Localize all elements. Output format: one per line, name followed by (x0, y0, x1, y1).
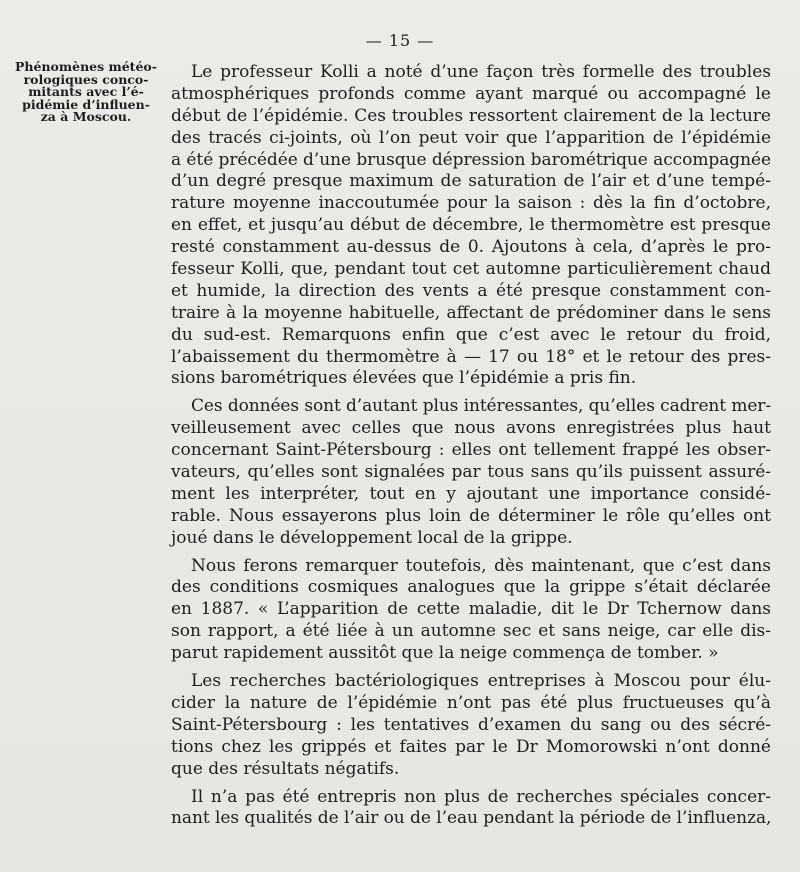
text-line: que des résultats négatifs. (171, 758, 400, 779)
text-line: ment les interpréter, tout en y ajoutant une importance considé- (171, 483, 771, 504)
margin-note-line: Phénomènes météo- (15, 59, 157, 74)
text-line: sions barométriques élevées que l’épidémie a pris fin. (171, 368, 637, 389)
paragraph (171, 62, 771, 390)
text-line: nant les qualités de l’air ou de l’eau pendant la période de l’influenza, (171, 808, 772, 829)
text-line: joué dans le développement local de la grippe. (171, 527, 573, 548)
paragraph (171, 396, 771, 549)
text-line: et humide, la direction des vents a été presque constamment con- (171, 280, 771, 301)
text-line: fesseur Kolli, que, pendant tout cet automne particulièrement chaud (171, 259, 771, 280)
text-line: Il n’a pas été entrepris non plus de recherches spéciales concer- (191, 786, 771, 807)
text-line: du sud-est. Remarquons enfin que c’est avec le retour du froid, (171, 324, 771, 345)
text-line: début de l’épidémie. Ces troubles ressortent clairement de la lecture (171, 105, 771, 126)
margin-note-line: mitants avec l’é- (28, 84, 144, 99)
text-line: des conditions cosmiques analogues que la grippe s’était déclarée (171, 577, 771, 598)
text-line: atmosphériques profonds comme ayant marqué ou accompagné le (171, 83, 771, 104)
paragraph (171, 787, 771, 831)
text-line: resté constamment au-dessus de 0. Ajoutons à cela, d’après le pro- (171, 237, 771, 258)
margin-note-line: rologiques conco- (23, 71, 149, 87)
margin-note (6, 61, 166, 124)
text-line: Les recherches bactériologiques entreprises à Moscou pour élu- (191, 671, 771, 692)
text-line: rable. Nous essayerons plus loin de déterminer le rôle qu’elles ont (171, 505, 771, 526)
text-line: cider la nature de l’épidémie n’ont pas été plus fructueuses qu’à (171, 692, 771, 713)
text-line: l’abaissement du thermomètre à — 17 ou 18° et le retour des pres- (171, 346, 771, 367)
text-line: tions chez les grippés et faites par le Dr Momorowski n’ont donné (171, 736, 771, 757)
paragraph (171, 556, 771, 665)
text-line: parut rapidement aussitôt que la neige commença de tomber. » (171, 643, 719, 664)
margin-note-line: pidémie d’influen- (22, 96, 150, 112)
text-line: d’un degré presque maximum de saturation de l’air et d’une tempé- (171, 171, 771, 192)
text-line: a été précédée d’une brusque dépression barométrique accompagnée (171, 149, 771, 170)
text-line: concernant Saint-Pétersbourg : elles ont tellement frappé les obser- (171, 440, 771, 461)
text-line: Ces données sont d’autant plus intéressantes, qu’elles cadrent mer- (191, 396, 771, 417)
margin-note-line: za à Moscou. (40, 109, 132, 124)
body-text (171, 62, 771, 836)
text-line: veilleusement avec celles que nous avons enregistrées plus haut (171, 418, 771, 439)
text-line: en 1887. « L’apparition de cette maladie, dit le Dr Tchernow dans (171, 599, 771, 620)
paragraph (171, 671, 771, 780)
text-line: rature moyenne inaccoutumée pour la saison : dès la fin d’octobre, (171, 193, 771, 214)
text-line: traire à la moyenne habituelle, affectant de prédominer dans le sens (171, 302, 771, 323)
text-line: Saint-Pétersbourg : les tentatives d’examen du sang ou des sécré- (171, 714, 771, 735)
text-line: Le professeur Kolli a noté d’une façon très formelle des troubles (191, 62, 771, 82)
text-line: des tracés ci-joints, où l’on peut voir que l’apparition de l’épidémie (171, 127, 771, 148)
text-line: vateurs, qu’elles sont signalées par tous sans qu’ils puissent assuré- (171, 462, 771, 483)
text-line: Nous ferons remarquer toutefois, dès maintenant, que c’est dans (191, 555, 771, 576)
text-line: en effet, et jusqu’au début de décembre, le thermomètre est presque (171, 215, 771, 236)
page-number: — 15 — (365, 31, 435, 50)
text-line: son rapport, a été liée à un automne sec et sans neige, car elle dis- (171, 621, 771, 642)
